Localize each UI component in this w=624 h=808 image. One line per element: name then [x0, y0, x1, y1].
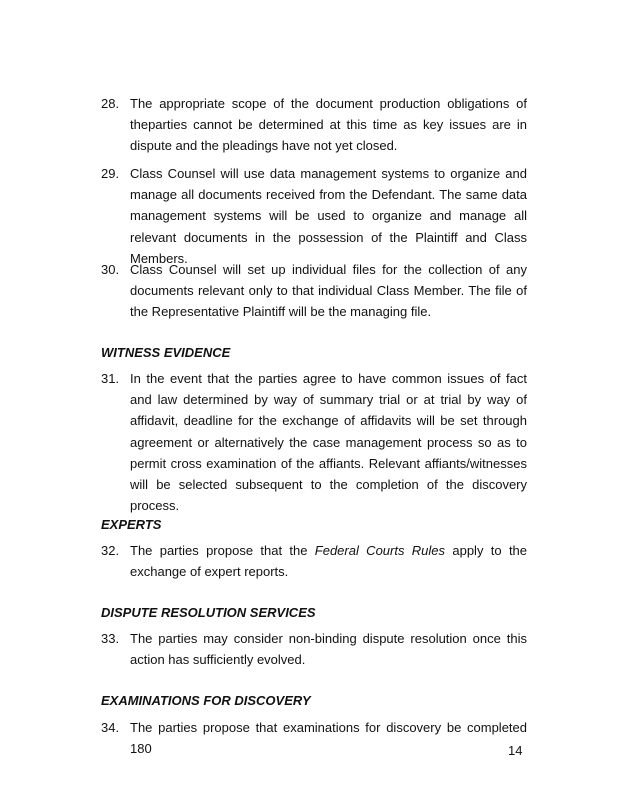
paragraph-33 [101, 628, 527, 670]
page-number: 14 [508, 743, 523, 758]
paragraph-text [130, 540, 527, 582]
section-heading-examinations-for-discovery: EXAMINATIONS FOR DISCOVERY [101, 693, 311, 708]
federal-courts-rules-citation: Federal Courts Rules [314, 543, 446, 558]
paragraph-text: In the event that the parties agree to have common issues of fact and law determined by way of summary trial or at trial by way of affidavit, deadline for the exchange of affidavits will be set through agreement or alternatively the case management process so as to permit cross examination of the affiants. Relevant affiants/witnesses will be selected subsequent to the completion of the discovery process. [130, 371, 527, 514]
paragraph-text-before: The parties propose that the [130, 543, 315, 558]
paragraph-text: The appropriate scope of the document production obligations of theparties cannot be determined at this time as key issues are in dispute and the pleadings have not yet closed. [130, 96, 527, 154]
paragraph-text-after: apply to the exchange of expert reports. [130, 543, 528, 580]
paragraph-32 [101, 540, 527, 582]
paragraph-28 [101, 93, 527, 157]
paragraph-number: 33. [101, 631, 120, 646]
paragraph-31 [101, 368, 527, 516]
section-heading-dispute-resolution: DISPUTE RESOLUTION SERVICES [101, 605, 316, 620]
paragraph-number: 32. [101, 543, 120, 558]
paragraph-30 [101, 259, 527, 323]
paragraph-text: Class Counsel will set up individual files for the collection of any documents relevant only to that individual Class Member. The file of the Representative Plaintiff will be the managing file. [130, 262, 527, 320]
paragraph-text: The parties propose that examinations for discovery be completed 180 [130, 720, 527, 757]
paragraph-number: 34. [101, 720, 120, 735]
paragraph-34 [101, 717, 527, 759]
paragraph-number: 29. [101, 166, 120, 181]
paragraph-number: 30. [101, 262, 120, 277]
paragraph-number: 28. [101, 96, 120, 111]
paragraph-number: 31. [101, 371, 120, 386]
section-heading-experts: EXPERTS [101, 517, 162, 532]
paragraph-29 [101, 163, 527, 269]
section-heading-witness-evidence: WITNESS EVIDENCE [101, 345, 231, 360]
paragraph-text: The parties may consider non-binding dispute resolution once this action has sufficiently evolved. [130, 631, 527, 668]
paragraph-text: Class Counsel will use data management systems to organize and manage all documents received from the Defendant. The same data management systems will be used to organize and manage all relevant documents in the possession of the Plaintiff and Class Members. [130, 166, 527, 266]
